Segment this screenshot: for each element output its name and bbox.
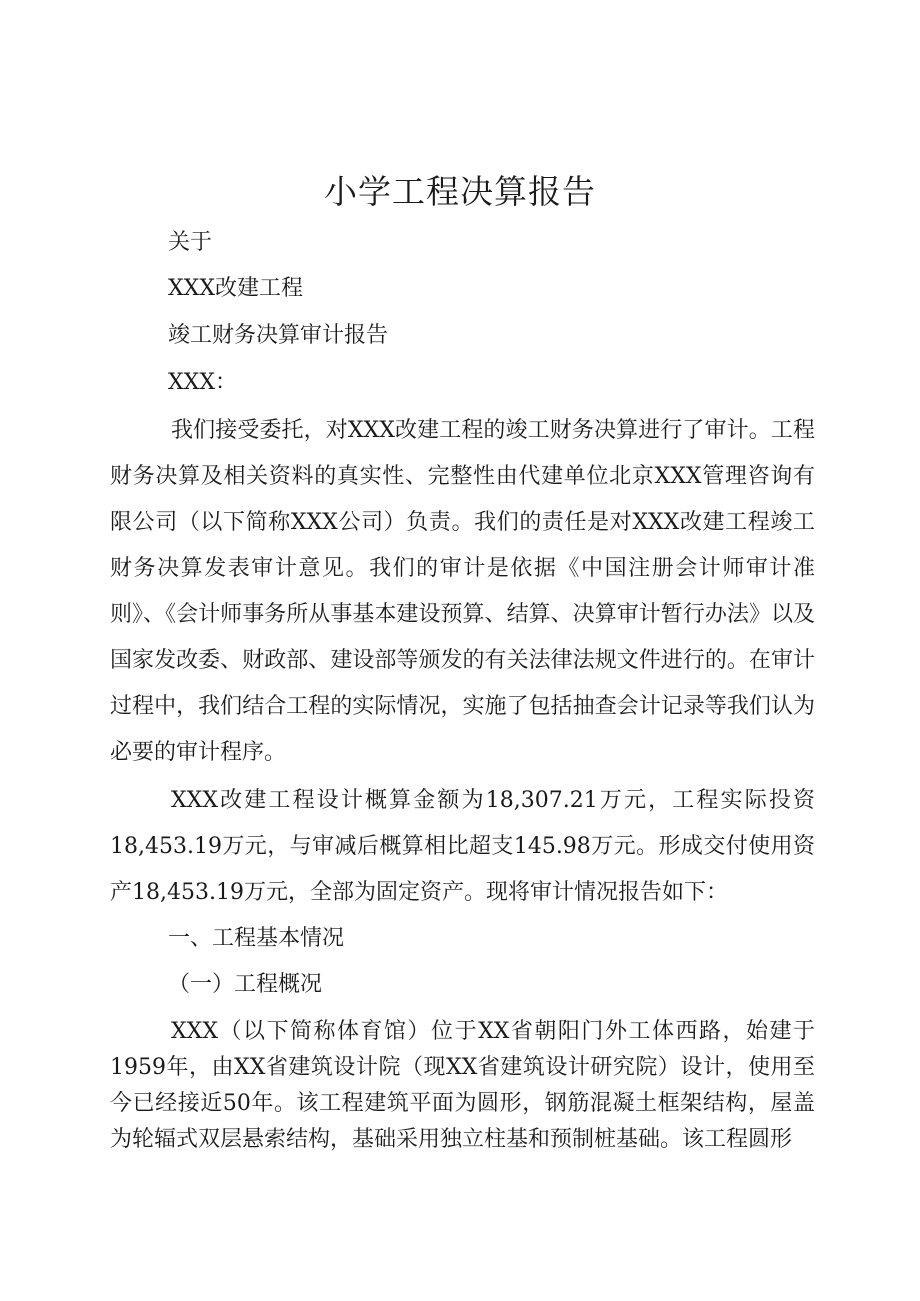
paragraph-investment-summary: XXX改建工程设计概算金额为18,307.21万元，工程实际投资18,453.19万元，与审减后概算相比超支145.98万元。形成交付使用资产18,453.19万元，全部为固定资产。现将审计情况报告如下：: [110, 788, 815, 905]
header-line-report-name: 竣工财务决算审计报告: [168, 323, 389, 348]
header-line-addressee: XXX：: [168, 370, 237, 395]
paragraph-audit-scope: 我们接受委托，对XXX改建工程的竣工财务决算进行了审计。工程财务决算及相关资料的真实性、完整性由代建单位北京XXX管理咨询有限公司（以下简称XXX公司）负责。我们的责任是对XXX改建工程竣工财务决算发表审计意见。我们的审计是依据《中国注册会计师审计准则》、《会计师事务所从事基本建设预算、结算、决算审计暂行办法》以及国家发改委、财政部、建设部等颁发的有关法律法规文件进行的。在审计过程中，我们结合工程的实际情况，实施了包括抽查会计记录等我们认为必要的审计程序。: [110, 418, 815, 765]
header-line-about: 关于: [168, 230, 213, 255]
section-heading: 一、工程基本情况: [168, 926, 345, 951]
document-title: 小学工程决算报告: [324, 172, 596, 211]
paragraph-project-overview: XXX（以下简称体育馆）位于XX省朝阳门外工体西路，始建于1959年，由XX省建筑设计院（现XX省建筑设计研究院）设计，使用至今已经接近50年。该工程建筑平面为圆形，钢筋混凝土框架结构，屋盖为轮辐式双层悬索结构，基础采用独立柱基和预制桩基础。该工程圆形: [110, 1019, 815, 1152]
header-line-project: XXX改建工程: [168, 276, 303, 301]
subsection-heading: （一）工程概况: [168, 972, 323, 997]
